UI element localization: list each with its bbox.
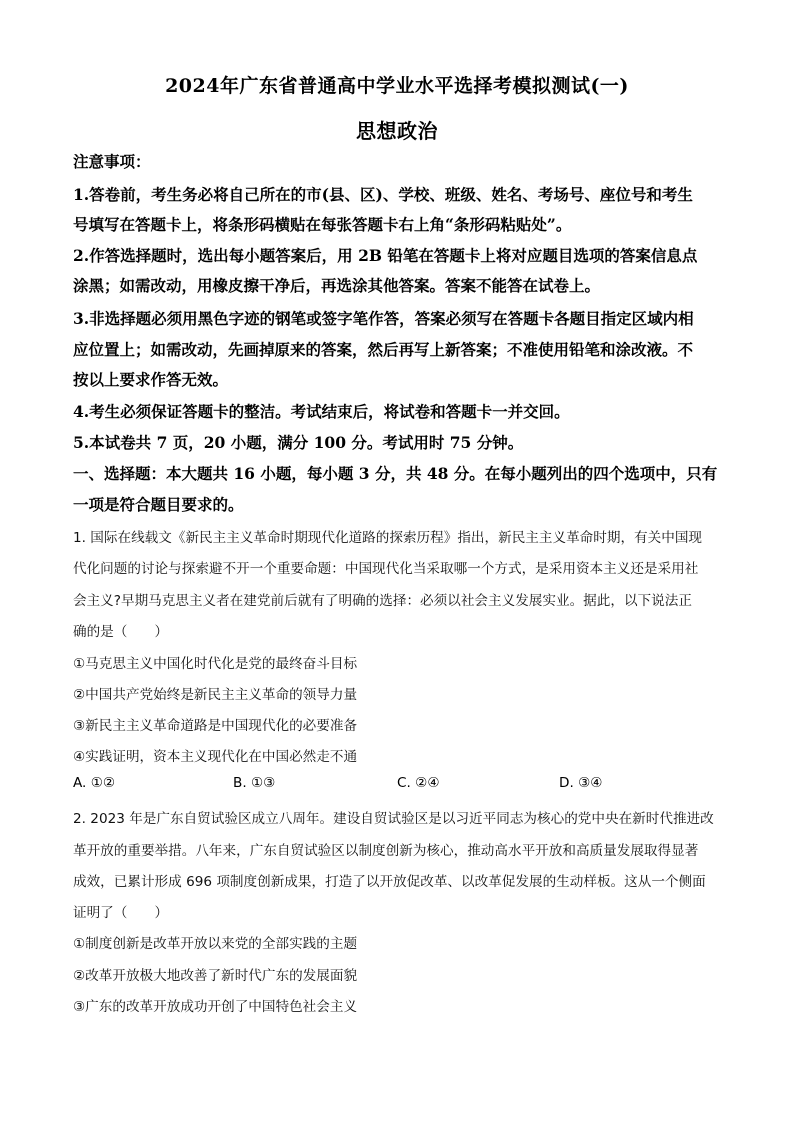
section-heading: 一项是符合题目要求的。 <box>73 495 244 514</box>
question-stem: 会主义?早期马克思主义者在建党前后就有了明确的选择：必须以社会主义发展实业。据此，以下说法正 <box>73 593 692 609</box>
option-d: D. ③④ <box>559 775 603 791</box>
question-stem: 成效，已累计形成 696 项制度创新成果，打造了以开放促改革、以改革促发展的生动样板。这从一个侧面 <box>73 874 706 890</box>
question-stem: 确的是（ ） <box>73 624 169 640</box>
notice-heading: 注意事项： <box>73 152 151 171</box>
question-stem: 革开放的重要举措。八年来，广东自贸试验区以制度创新为核心，推动高水平开放和高质量发展取得显著 <box>73 843 699 859</box>
statement-item: ①马克思主义中国化时代化是党的最终奋斗目标 <box>73 656 358 672</box>
statement-item: ②改革开放极大地改善了新时代广东的发展面貌 <box>73 968 358 984</box>
notice-line: 1.答卷前，考生务必将自己所在的市(县、区)、学校、班级、姓名、考场号、座位号和考生 <box>73 185 693 204</box>
notice-line: 3.非选择题必须用黑色字迹的钢笔或签字笔作答，答案必须写在答题卡各题目指定区域内相 <box>73 309 694 328</box>
notice-line: 涂黑；如需改动，用橡皮擦干净后，再选涂其他答案。答案不能答在试卷上。 <box>73 276 601 295</box>
notice-line: 按以上要求作答无效。 <box>73 370 229 389</box>
notice-line: 4.考生必须保证答题卡的整洁。考试结束后，将试卷和答题卡一并交回。 <box>73 402 570 421</box>
question-stem: 证明了（ ） <box>73 905 169 921</box>
exam-title: 2024年广东省普通高中学业水平选择考模拟测试(一) <box>165 75 629 97</box>
statement-item: ①制度创新是改革开放以来党的全部实践的主题 <box>73 936 358 952</box>
notice-line: 号填写在答题卡上，将条形码横贴在每张答题卡右上角“条形码粘贴处”。 <box>73 215 572 234</box>
subject-title: 思想政治 <box>356 119 438 143</box>
question-stem: 2. 2023 年是广东自贸试验区成立八周年。建设自贸试验区是以习近平同志为核心的党中央在新时代推进改 <box>73 811 714 827</box>
statement-item: ④实践证明，资本主义现代化在中国必然走不通 <box>73 749 358 765</box>
statement-item: ③新民主主义革命道路是中国现代化的必要准备 <box>73 718 358 734</box>
statement-item: ③广东的改革开放成功开创了中国特色社会主义 <box>73 999 358 1015</box>
option-a: A. ①② <box>73 775 116 791</box>
question-stem: 代化问题的讨论与探索避不开一个重要命题：中国现代化当采取哪一个方式，是采用资本主义还是采用社 <box>73 561 699 577</box>
section-heading: 一、选择题：本大题共 16 小题，每小题 3 分，共 48 分。在每小题列出的四个选项中，只有 <box>73 464 718 483</box>
question-stem: 1. 国际在线载文《新民主主义革命时期现代化道路的探索历程》指出，新民主主义革命时期，有关中国现 <box>73 530 703 546</box>
notice-line: 5.本试卷共 7 页，20 小题，满分 100 分。考试用时 75 分钟。 <box>73 433 524 452</box>
notice-line: 2.作答选择题时，选出每小题答案后，用 2B 铅笔在答题卡上将对应题目选项的答案信息点 <box>73 246 698 265</box>
option-c: C. ②④ <box>397 775 440 791</box>
answer-options <box>73 775 733 795</box>
notice-line: 应位置上；如需改动，先画掉原来的答案，然后再写上新答案；不准使用铅笔和涂改液。不 <box>73 340 694 359</box>
statement-item: ②中国共产党始终是新民主主义革命的领导力量 <box>73 687 358 703</box>
option-b: B. ①③ <box>233 775 276 791</box>
